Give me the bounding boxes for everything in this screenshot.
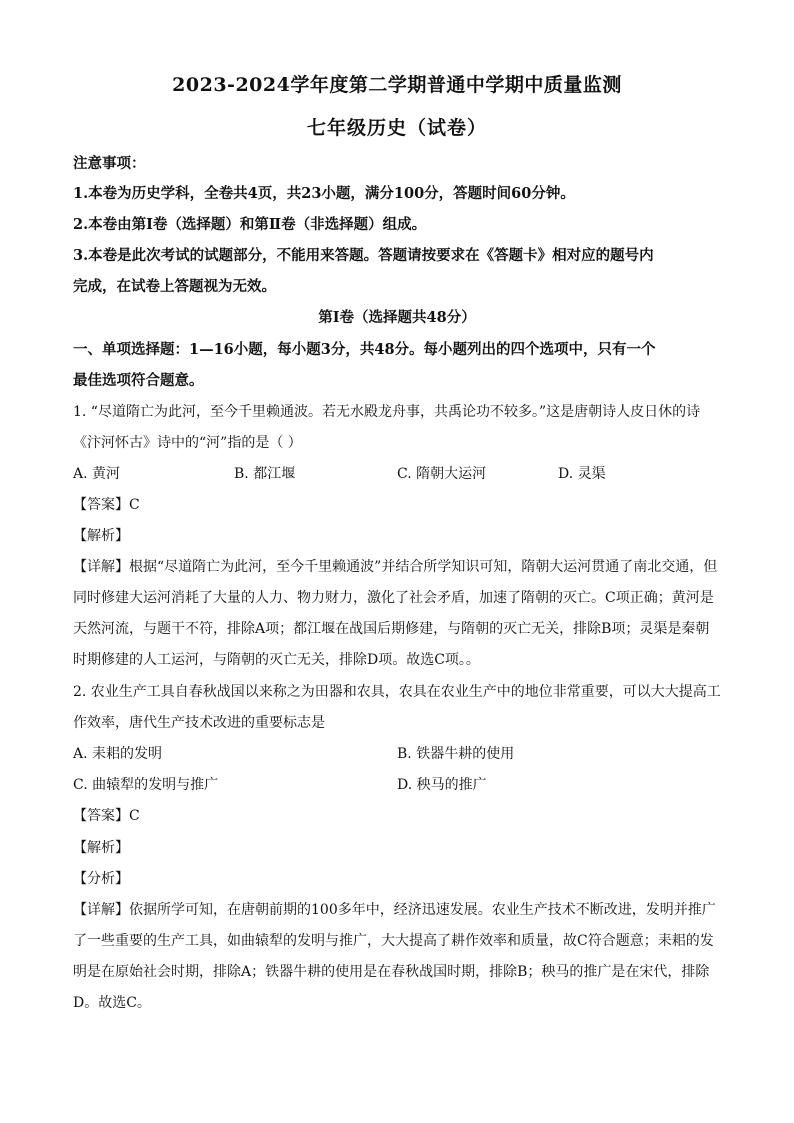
q1-detail-line-3: 天然河流，与题干不符，排除A项；都江堰在战国后期修建，与隋朝的灭亡无关，排除B项；灵渠是秦朝	[73, 621, 710, 637]
q2-detail-line-4: D。故选C。	[73, 995, 151, 1011]
notice-item-1: 1.本卷为历史学科，全卷共4页，共23小题，满分100分，答题时间60分钟。	[73, 185, 575, 202]
q2-option-b: B. 铁器牛耕的使用	[397, 746, 515, 762]
q1-analysis-label: 【解析】	[73, 528, 129, 544]
q1-detail-line-1: 【详解】根据“尽道隋亡为此河，至今千里赖通波”并结合所学知识可知，隋朝大运河贯通了南北交通，但	[73, 559, 718, 575]
part1-instruction-line-1: 一、单项选择题：1—16小题，每小题3分，共48分。每小题列出的四个选项中，只有一个	[73, 341, 656, 358]
q1-answer: 【答案】C	[73, 497, 140, 513]
q2-option-d: D. 秧马的推广	[397, 777, 487, 793]
q2-stem-line-1: 2. 农业生产工具自春秋战国以来称之为田器和农具，农具在农业生产中的地位非常重要，可以大大提高工	[73, 684, 721, 700]
q1-stem-line-2: 《汴河怀古》诗中的“河”指的是（ ）	[73, 435, 302, 451]
q1-option-b: B. 都江堰	[234, 466, 296, 482]
q2-stem-line-2: 作效率，唐代生产技术改进的重要标志是	[73, 715, 325, 731]
q1-option-c: C. 隋朝大运河	[397, 466, 487, 482]
q1-detail-line-4: 时期修建的人工运河，与隋朝的灭亡无关，排除D项。故选C项。。	[73, 652, 480, 668]
part1-instruction-line-2: 最佳选项符合题意。	[73, 372, 204, 389]
q2-option-a: A. 耒耜的发明	[73, 746, 163, 762]
exam-subtitle: 七年级历史（试卷）	[306, 117, 487, 139]
q2-option-c: C. 曲辕犁的发明与推广	[73, 777, 219, 793]
q1-option-d: D. 灵渠	[558, 466, 606, 482]
exam-title: 2023-2024学年度第二学期普通中学期中质量监测	[172, 74, 622, 96]
q2-answer: 【答案】C	[73, 808, 140, 824]
q2-fenxi-label: 【分析】	[73, 871, 129, 887]
notice-heading: 注意事项：	[73, 155, 146, 172]
part1-title: 第Ⅰ卷（选择题共48分）	[318, 309, 476, 326]
q2-analysis-label: 【解析】	[73, 840, 129, 856]
notice-item-3-line-1: 3.本卷是此次考试的试题部分，不能用来答题。答题请按要求在《答题卡》相对应的题号内	[73, 247, 654, 264]
notice-item-3-line-2: 完成，在试卷上答题视为无效。	[73, 278, 276, 295]
q1-detail-line-2: 同时修建大运河消耗了大量的人力、物力财力，激化了社会矛盾，加速了隋朝的灭亡。C项正确；黄河是	[73, 590, 714, 606]
q1-option-a: A. 黄河	[73, 466, 121, 482]
q2-detail-line-1: 【详解】依据所学可知，在唐朝前期的100多年中，经济迅速发展。农业生产技术不断改进，发明并推广	[73, 902, 716, 918]
q2-detail-line-3: 明是在原始社会时期，排除A；铁器牛耕的使用是在春秋战国时期，排除B；秧马的推广是在宋代，排除	[73, 964, 710, 980]
q2-detail-line-2: 了一些重要的生产工具，如曲辕犁的发明与推广，大大提高了耕作效率和质量，故C符合题意；耒耜的发	[73, 933, 714, 949]
notice-item-2: 2.本卷由第Ⅰ卷（选择题）和第Ⅱ卷（非选择题）组成。	[73, 216, 427, 233]
q1-stem-line-1: 1. “尽道隋亡为此河，至今千里赖通波。若无水殿龙舟事，共禹论功不较多。”这是唐朝诗人皮日休的诗	[73, 404, 701, 420]
